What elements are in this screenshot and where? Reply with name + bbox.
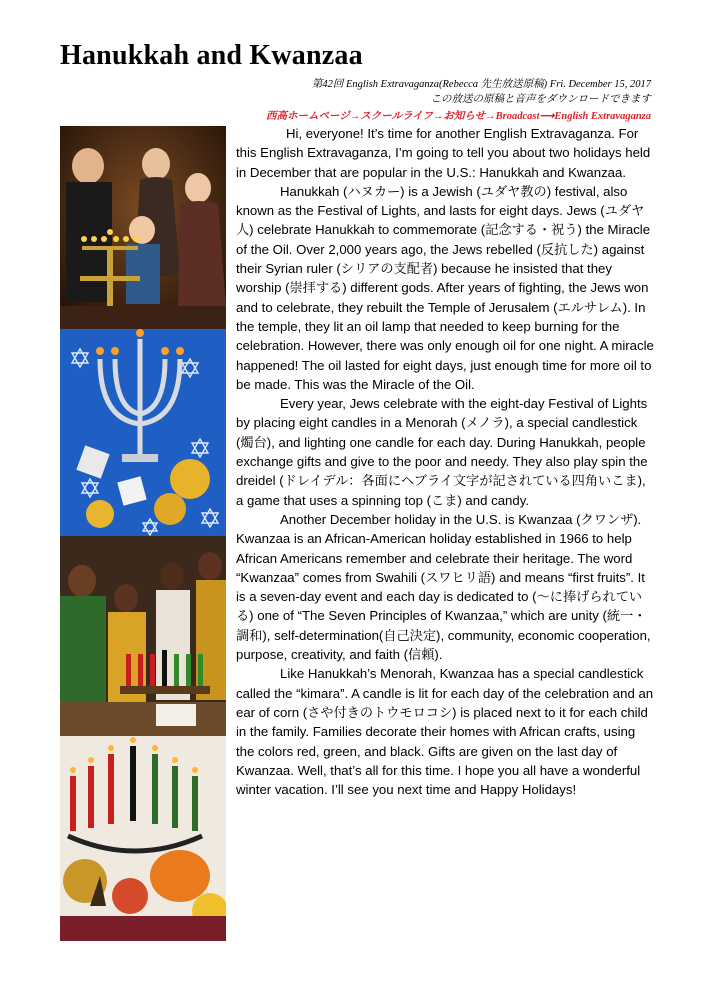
download-note: この放送の原稿と音声をダウンロードできます (430, 94, 651, 105)
paragraph-kwanzaa-intro: Another December holiday in the U.S. is Kwanzaa (クワンザ). Kwanzaa is an African-American holiday established in 1966 to help African Americans remember and celebrate their heritage. The word “Kwanzaa” comes from Swahili (スワヒリ語) and means “first fruits”. It is a seven-day event and each day is dedicated to (〜に捧げられている) one of “The Seven Principles of Kwanzaa,” which are unity (統一・調和), self-determination(自己決定), community, economic cooperation, purpose, creativity, and faith (信頼). (236, 511, 651, 663)
paragraph-intro: Hi, everyone! It’s time for another English Extravaganza. For this English Extravaganza, I’m going to tell you about two holidays held in December that are popular in the U.S.: Hanukkah and Kwanzaa. (236, 126, 651, 180)
photo-column (60, 126, 226, 941)
paragraph-hanukkah-celebration: Every year, Jews celebrate with the eight-day Festival of Lights by placing eight candles in a Menorah (メノラ), a special candlestick (燭台), and lighting one candle for each day. During Hanukkah, people exchange gifts and give to the poor and needy. They also play spin the dreidel (ドレイデル：各面にヘブライ文字が記されている四角いこま), a game that uses a spinning top (こま) and candy. (236, 396, 648, 508)
paragraph-kwanzaa-celebration: Like Hanukkah’s Menorah, Kwanzaa has a special candlestick called the “kimara”. A candle is lit for each day of the celebration and an ear of corn (さや付きのトウモロコシ) is placed next to it for each child in the family. Families decorate their homes with African crafts, using the colors red, green, and black. Gifts are given on the last day of Kwanzaa. Well, that’s all for this time. I hope you all have a wonderful winter vacation. I’ll see you next time and Happy Holidays! (236, 666, 654, 798)
kinara-fruits-photo (60, 736, 226, 941)
article-body (236, 124, 656, 799)
family-menorah-photo (60, 126, 226, 329)
kwanzaa-family-photo (60, 536, 226, 736)
paragraph-hanukkah-history: Hanukkah (ハヌカー) is a Jewish (ユダヤ教の) festival, also known as the Festival of Lights, and lasts for eight days. Jews (ユダヤ人) celebrate Hanukkah to commemorate (記念する・祝う) the Miracle of the Oil. Over 2,000 years ago, the Jews rebelled (反抗した) against their Syrian ruler (シリアの支配者) because he insisted that they worship (崇拝する) different gods. After years of fighting, the Jews won and to celebrate, they rebuilt the Temple of Jerusalem (エルサレム). In the temple, they lit an oil lamp that needed to keep burning for the celebration. However, there was only enough oil for one night. A miracle happened! The oil lasted for eight days, just enough time for more oil to be made. This was the Miracle of the Oil. (236, 183, 654, 392)
broadcast-info: 第42回 English Extravaganza(Rebecca 先生放送原稿) Fri. December 15, 2017 (311, 79, 651, 90)
menorah-dreidel-photo (60, 329, 226, 536)
breadcrumb: 西高ホームページ→スクールライフ→お知らせ→Broadcast⟶English Extravaganza (265, 111, 651, 122)
page-title: Hanukkah and Kwanzaa (60, 40, 363, 71)
